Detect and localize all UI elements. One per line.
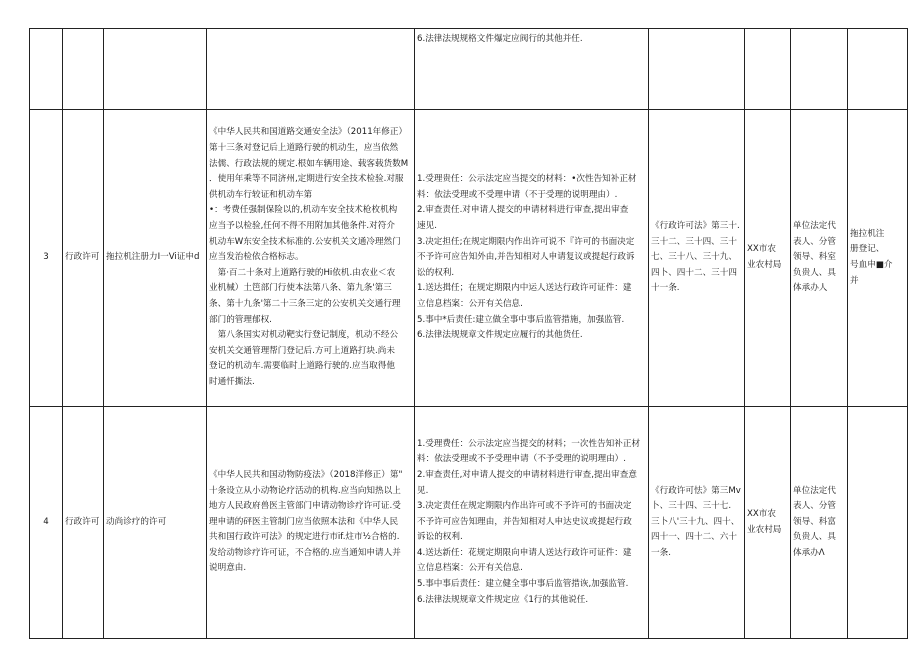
duty-line: 不予许可应告知外由,并告知相对人申请复议或提起行政诉 <box>417 252 635 263</box>
duties-cell <box>415 29 649 110</box>
basis-line: 登记的机动车.需要临时上道路行驶的.应当取得他 <box>209 361 395 372</box>
item-name-cell: 拖拉机注册力I一Vi证申d <box>104 110 207 407</box>
basis-line: 机动车W东安全技术标准的.公安机关文通冷理然门 <box>209 236 401 247</box>
subject-line: 单位法定代 <box>793 221 836 232</box>
duty-line: 5.事中*后责任:建立做全事中事后监管措施，加强监管. <box>417 314 625 325</box>
accountability-line: 一条. <box>651 547 671 558</box>
accountability-line: 十一条. <box>651 283 680 294</box>
duty-line: 1.受理贵任：公示法定应当提交的材料：•次性告知补正材 <box>417 174 637 185</box>
basis-line: 应当予以检验,任何不得不用附加其他条件.对符介 <box>209 221 395 232</box>
basis-line: 《中华人民共和国道路交通安全法》（2011年修正） <box>209 127 408 138</box>
note-line: 拖拉机注 <box>850 228 885 239</box>
duty-line: 不予许可应告知理由，并告知相对人申达史议或提起行政 <box>417 516 632 527</box>
department-cell <box>745 110 791 407</box>
basis-line: ．使用年乘等不同济州,定期进行安全技术检验.对服 <box>209 174 404 185</box>
duty-line: 5.事中事后责任：建立健全事中事后监管措诙,加强监管. <box>417 579 629 590</box>
duty-line: 立信息档案：公开有关信息. <box>417 563 523 574</box>
subject-cell <box>791 29 848 110</box>
accountability-line: 《行政许可法》第三十. <box>651 221 740 232</box>
subject-line: 表人、分管 <box>793 501 836 512</box>
note-line: 册登记、 <box>850 244 885 255</box>
accountability-line: 《行政许可怯》第三Mv <box>651 485 741 496</box>
note-cell <box>848 407 908 639</box>
subject-cell <box>791 110 848 407</box>
duty-line: 立信息档案：公开有关信息. <box>417 298 523 309</box>
category-cell <box>63 29 104 110</box>
department-line: XX市农 <box>747 508 776 519</box>
department-cell <box>745 407 791 639</box>
basis-line: 说明意由. <box>209 563 247 574</box>
duty-line: 2.审查责任,对申请人提交的申请材料进行审查,提出审查意 <box>417 469 637 480</box>
item-name-cell: 动尚诊疗的许可 <box>104 407 207 639</box>
department-line: 业农村局 <box>747 260 782 270</box>
note-line: 号血申■介 <box>850 260 893 270</box>
subject-cell <box>791 407 848 639</box>
table-row <box>30 407 908 639</box>
basis-line: 第十三条对登记后上道路行驶的机动生，应当依然 <box>209 143 399 154</box>
category-cell: 行政许可 <box>63 407 104 639</box>
basis-line: •：考费任强制保险以的,机动车安全技术枪枚机构 <box>209 205 398 216</box>
subject-line: 体承办Λ <box>793 547 825 558</box>
subject-line: 负贵人、具 <box>793 532 836 543</box>
basis-line: 安机关交通管理帮门登记后.方可上道路打块.尚未 <box>209 345 395 356</box>
duty-line: 1.送达揖任；在规定期限内中运人送达行政许可证件：建 <box>417 283 632 294</box>
duty-line: 料：依法受理或不受理申请（不于受理的说明理由）. <box>417 189 618 200</box>
duty-line: 3.决定责任在规定期限内作出许可或不予许可的书面决定 <box>417 501 632 512</box>
basis-line: 法儒、行政法规的规定.根如车辆用途、载客载货数M <box>209 158 409 169</box>
note-cell <box>848 110 908 407</box>
duty-line: 速见. <box>417 221 437 232</box>
accountability-cell <box>649 110 745 407</box>
basis-line: 《中华人民共和国动物防疫法》（2018洋修正）第" <box>209 469 403 480</box>
basis-line: 时通忏撕法. <box>209 376 255 387</box>
duty-line: 4.送达新任：花规定期限向申请人送达行政许可证件：建 <box>417 547 632 558</box>
duties-cell <box>415 110 649 407</box>
department-line: XX市农 <box>747 244 776 255</box>
department-line: 业农村局 <box>747 524 782 535</box>
duty-line: 料：依法受理或不予受理申请（不予受理的说明理由）. <box>417 454 626 465</box>
basis-line: 业机械）土笆部门行使本法第八条、第九条'第三 <box>209 283 392 294</box>
basis-line: 发给动物诊疗许可证，不合格的.应当通知申请人并 <box>209 547 401 558</box>
basis-line: 供机动车行较证和机动车第 <box>209 189 313 200</box>
basis-line: 共和国行政许可法》的规定进行市if.炷市½合格的. <box>209 532 400 543</box>
note-cell <box>848 29 908 110</box>
category-cell: 行政许可 <box>63 110 104 407</box>
basis-line: 条、第十九条'第二十三条三定的公安机关交通行理 <box>209 298 401 309</box>
basis-line: 应当发治检依合格标志。 <box>209 252 304 263</box>
duty-line: 讼的权利. <box>417 267 455 278</box>
table-row <box>30 110 908 407</box>
admin-permission-table <box>29 28 908 639</box>
basis-line: 十条设立从小动物论疗活动的机构.应当向知热以上 <box>209 485 401 496</box>
note-line: 并 <box>850 275 859 286</box>
subject-line: 单位法定代 <box>793 485 836 496</box>
basis-line: 地方人民政府兽医主管部门申请动物诊疗许可证.受 <box>209 501 401 512</box>
subject-line: 表人、分管 <box>793 236 836 247</box>
item-name-cell <box>104 29 207 110</box>
subject-line: 负贵人、具 <box>793 267 836 278</box>
duties-cell <box>415 407 649 639</box>
duty-line: 6.法律法规规格文件爆定应阀行的其他并任. <box>417 34 583 44</box>
row-number-cell <box>30 29 63 110</box>
accountability-cell <box>649 407 745 639</box>
accountability-line: 卜、三十四、三十七. <box>651 501 732 512</box>
subject-line: 领导、科富 <box>793 516 836 527</box>
row-number-cell: 3 <box>30 110 63 407</box>
accountability-line: 四卜、四十二、三十四 <box>651 267 737 278</box>
legal-basis-cell <box>207 29 415 110</box>
table-row <box>30 29 908 110</box>
duty-line: 3.决定担任;在规定期限内作出许可说不『许可的书面决定 <box>417 236 635 247</box>
basis-line: 第·百二十条对上道路行驶的Hi依机.由农业＜农 <box>209 267 396 278</box>
duty-line: 6.法律法规规章文件规定应《1行的其他说任. <box>417 594 589 605</box>
legal-basis-cell <box>207 110 415 407</box>
accountability-line: 七、三十八、三十九、 <box>651 252 737 263</box>
accountability-line: 三十二、三十四、三十 <box>651 236 737 247</box>
duty-line: 6.法律法规规章文件规定应履行的其他货任. <box>417 330 583 341</box>
accountability-line: 四十一、四十二、六十 <box>651 532 737 543</box>
duty-line: 2.审查责任.对申请人提交的申请材料进行审查,提出审查 <box>417 205 629 216</box>
duty-line: 1.受理费任：公示法定应当提交的材料；一次性告知补正材 <box>417 438 641 449</box>
duty-line: 诉讼的权利. <box>417 532 463 543</box>
department-cell <box>745 29 791 110</box>
legal-basis-cell <box>207 407 415 639</box>
accountability-line: 三卜八'三十九、四十、 <box>651 516 740 527</box>
row-number-cell: 4 <box>30 407 63 639</box>
subject-line: 领导、科室 <box>793 252 836 263</box>
subject-line: 体承办人 <box>793 283 828 294</box>
accountability-cell <box>649 29 745 110</box>
basis-line: 部门的管理郁权. <box>209 314 272 325</box>
basis-line: 理申请的砰医主管制门应当依照本法和《中华人民 <box>209 516 399 527</box>
duty-line: 见. <box>417 485 429 496</box>
basis-line: 第八条国实对机动靶实行登记制度，机动不经公 <box>209 330 399 341</box>
